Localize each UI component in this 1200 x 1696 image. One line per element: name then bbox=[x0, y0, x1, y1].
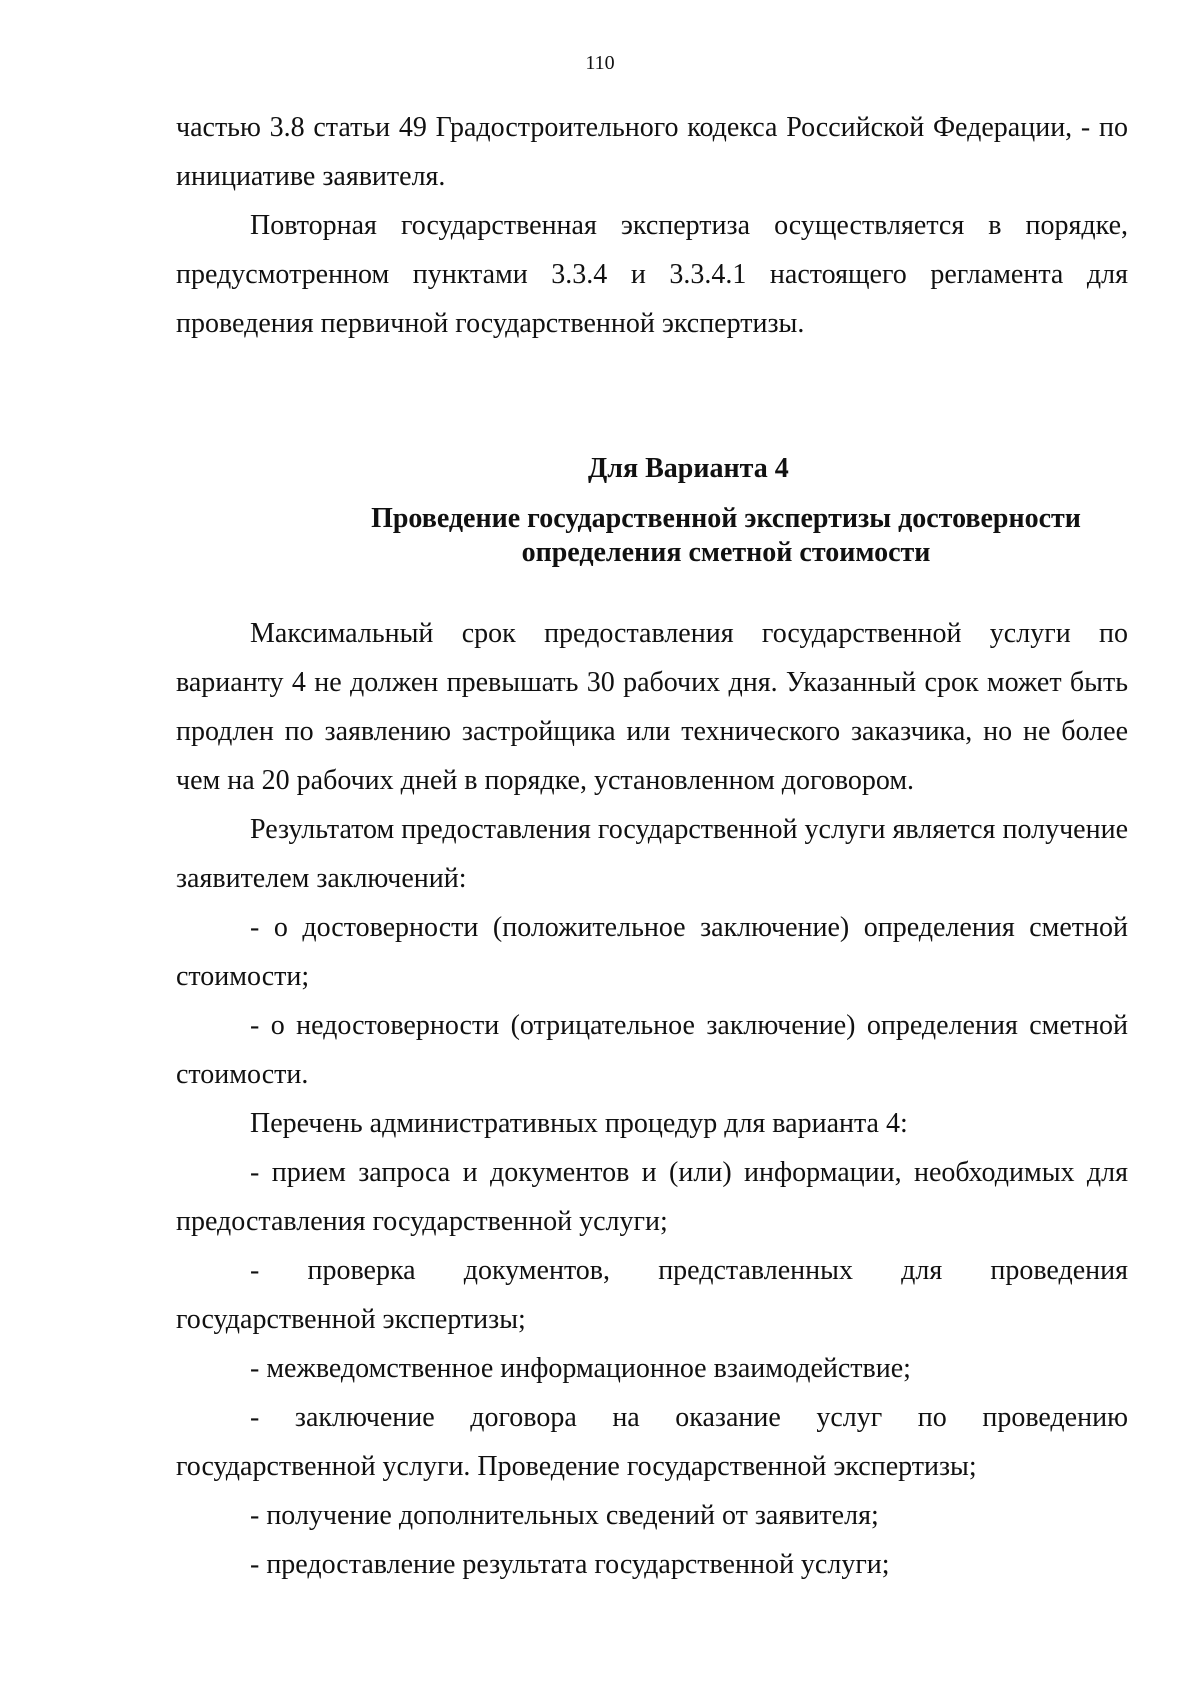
list-item: - межведомственное информационное взаимодействие; bbox=[250, 1353, 911, 1384]
list-item: - предоставление результата государственной услуги; bbox=[250, 1549, 890, 1580]
variant-heading-text: Для Варианта 4 bbox=[588, 453, 789, 484]
page-number: 110 bbox=[585, 52, 615, 74]
list-item: - о недостоверности (отрицательное заключение) определения сметной стоимости. bbox=[176, 1010, 1128, 1090]
section-title-line2: определения сметной стоимости bbox=[521, 537, 931, 568]
section-title-line1: Проведение государственной экспертизы достоверности bbox=[371, 503, 1081, 534]
list-item: - заключение договора на оказание услуг по проведению государственной услуги. Проведение государственной экспертизы; bbox=[176, 1402, 1128, 1482]
list-item: - получение дополнительных сведений от заявителя; bbox=[250, 1500, 879, 1531]
paragraph: Повторная государственная экспертиза осуществляется в порядке, предусмотренном пунктами 3.3.4 и 3.3.4.1 настоящего регламента для проведения первичной государственной экспертизы. bbox=[176, 210, 1128, 339]
section-title bbox=[176, 502, 1128, 570]
paragraph: Результатом предоставления государственной услуги является получение заявителем заключений: bbox=[176, 814, 1128, 894]
paragraph: частью 3.8 статьи 49 Градостроительного кодекса Российской Федерации, - по инициативе заявителя. bbox=[176, 112, 1128, 192]
main-text-block bbox=[176, 609, 1128, 1589]
list-item: - проверка документов, представленных для проведения государственной экспертизы; bbox=[176, 1255, 1128, 1335]
list-item: - о достоверности (положительное заключение) определения сметной стоимости; bbox=[176, 912, 1128, 992]
section-variant-heading bbox=[340, 452, 1200, 486]
top-text-block bbox=[176, 103, 1128, 348]
paragraph: Перечень административных процедур для варианта 4: bbox=[250, 1108, 908, 1139]
paragraph: Максимальный срок предоставления государственной услуги по варианту 4 не должен превышать 30 рабочих дня. Указанный срок может быть продлен по заявлению застройщика или технического заказчика, но не более чем на 20 рабочих дней в порядке, установленном договором. bbox=[176, 618, 1128, 796]
list-item: - прием запроса и документов и (или) информации, необходимых для предоставления государственной услуги; bbox=[176, 1157, 1128, 1237]
